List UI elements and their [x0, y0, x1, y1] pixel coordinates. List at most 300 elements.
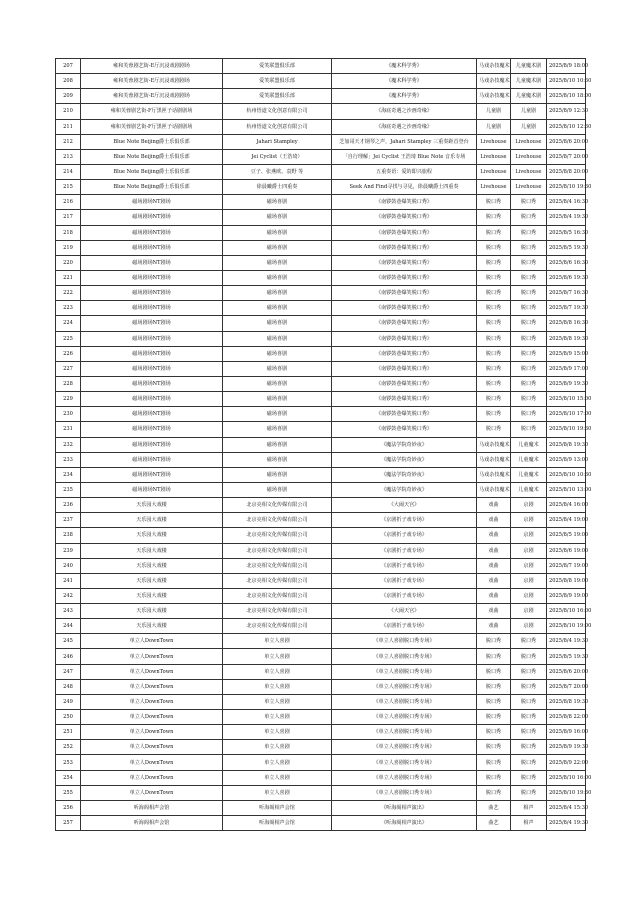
venue-cell: 磁场剧场NT剧场 [81, 346, 223, 361]
venue-cell: 天乐园大戏楼 [81, 498, 223, 513]
row-number-cell: 236 [56, 498, 81, 513]
subcategory-cell: 脱口秀 [511, 361, 547, 376]
organizer-cell: 磁场喜剧 [223, 255, 332, 270]
showtime-cell: 2025/8/6 20:00 [547, 664, 586, 679]
row-number-cell: 239 [56, 543, 81, 558]
venue-cell: 雍和芙蓉剧艺街-F厅黑匣子话剧剧场 [81, 119, 223, 134]
row-number-cell: 212 [56, 134, 81, 149]
category-cell: 脱口秀 [477, 286, 511, 301]
program-title-cell: 《南锣鼓巷爆笑脱口秀》 [332, 346, 477, 361]
organizer-cell: 磁场喜剧 [223, 422, 332, 437]
subcategory-cell: 儿童剧 [511, 104, 547, 119]
row-number-cell: 228 [56, 376, 81, 391]
subcategory-cell: 京剧 [511, 558, 547, 573]
table-row [56, 649, 586, 664]
organizer-cell: 磁场喜剧 [223, 361, 332, 376]
venue-cell: 单立人DownTown [81, 785, 223, 800]
program-title-cell: 《单立人喜剧脱口秀专场》 [332, 725, 477, 740]
table-row [56, 104, 586, 119]
showtime-cell: 2025/8/9 17:00 [547, 361, 586, 376]
subcategory-cell: 脱口秀 [511, 770, 547, 785]
showtime-cell: 2025/8/6 20:00 [547, 134, 586, 149]
category-cell: 马戏杂技魔术 [477, 482, 511, 497]
subcategory-cell: 脱口秀 [511, 255, 547, 270]
program-title-cell: 《单立人喜剧脱口秀专场》 [332, 649, 477, 664]
showtime-cell: 2025/8/10 19:30 [547, 785, 586, 800]
category-cell: 戏曲 [477, 543, 511, 558]
category-cell: 脱口秀 [477, 240, 511, 255]
subcategory-cell: 京剧 [511, 604, 547, 619]
program-title-cell: 《听海阁相声演出》 [332, 816, 477, 831]
program-title-cell: 《南锣鼓巷爆笑脱口秀》 [332, 407, 477, 422]
subcategory-cell: 脱口秀 [511, 679, 547, 694]
organizer-cell: 单立人喜剧 [223, 785, 332, 800]
venue-cell: 天乐园大戏楼 [81, 543, 223, 558]
category-cell: 戏曲 [477, 604, 511, 619]
organizer-cell: 磁场喜剧 [223, 270, 332, 285]
program-title-cell: 五重奏语：爱的即兴旅程 [332, 164, 477, 179]
table-row [56, 255, 586, 270]
row-number-cell: 231 [56, 422, 81, 437]
row-number-cell: 226 [56, 346, 81, 361]
venue-cell: 单立人DownTown [81, 725, 223, 740]
category-cell: 脱口秀 [477, 346, 511, 361]
row-number-cell: 232 [56, 437, 81, 452]
category-cell: 脱口秀 [477, 255, 511, 270]
program-title-cell: 《南锣鼓巷爆笑脱口秀》 [332, 286, 477, 301]
subcategory-cell: 脱口秀 [511, 725, 547, 740]
program-title-cell: 《单立人喜剧脱口秀专场》 [332, 785, 477, 800]
showtime-cell: 2025/8/9 15:00 [547, 346, 586, 361]
showtime-cell: 2025/8/8 19:00 [547, 573, 586, 588]
category-cell: 儿童剧 [477, 119, 511, 134]
showtime-cell: 2025/8/6 16:30 [547, 255, 586, 270]
organizer-cell: 磁场喜剧 [223, 482, 332, 497]
organizer-cell: 磁场喜剧 [223, 210, 332, 225]
organizer-cell: 磁场喜剧 [223, 331, 332, 346]
program-title-cell: 《单立人喜剧脱口秀专场》 [332, 664, 477, 679]
showtime-cell: 2025/8/10 19:00 [547, 619, 586, 634]
showtime-cell: 2025/8/8 19:30 [547, 694, 586, 709]
organizer-cell: 磁场喜剧 [223, 376, 332, 391]
venue-cell: 雍和芙蓉剧艺街-F厅黑匣子话剧剧场 [81, 104, 223, 119]
row-number-cell: 233 [56, 452, 81, 467]
table-row [56, 816, 586, 831]
program-title-cell: 《南锣鼓巷爆笑脱口秀》 [332, 195, 477, 210]
venue-cell: 磁场剧场NT剧场 [81, 331, 223, 346]
subcategory-cell: 脱口秀 [511, 195, 547, 210]
subcategory-cell: 脱口秀 [511, 740, 547, 755]
subcategory-cell: 京剧 [511, 573, 547, 588]
subcategory-cell: Livehouse [511, 134, 547, 149]
program-title-cell: 《单立人喜剧脱口秀专场》 [332, 679, 477, 694]
organizer-cell: 单立人喜剧 [223, 679, 332, 694]
row-number-cell: 244 [56, 619, 81, 634]
venue-cell: Blue Note Beijing爵士乐俱乐部 [81, 149, 223, 164]
subcategory-cell: 脱口秀 [511, 710, 547, 725]
table-row [56, 725, 586, 740]
subcategory-cell: 脱口秀 [511, 331, 547, 346]
table-row [56, 467, 586, 482]
showtime-cell: 2025/8/7 20:00 [547, 149, 586, 164]
table-row [56, 407, 586, 422]
program-title-cell: Seek And Find寻找与寻见，徐晨曦爵士四重奏 [332, 180, 477, 195]
showtime-cell: 2025/8/9 22:00 [547, 755, 586, 770]
program-title-cell: 《海底奇遇之沙画奇缘》 [332, 104, 477, 119]
row-number-cell: 238 [56, 528, 81, 543]
program-title-cell: 《南锣鼓巷爆笑脱口秀》 [332, 422, 477, 437]
category-cell: 脱口秀 [477, 740, 511, 755]
program-title-cell: 《魔术科学秀》 [332, 59, 477, 74]
venue-cell: 磁场剧场NT剧场 [81, 286, 223, 301]
subcategory-cell: 脱口秀 [511, 664, 547, 679]
category-cell: 戏曲 [477, 558, 511, 573]
category-cell: 戏曲 [477, 619, 511, 634]
category-cell: Livehouse [477, 134, 511, 149]
program-title-cell: 「自行理解」Jei Cyclist 王浩琦 Blue Note 音乐专场 [332, 149, 477, 164]
program-title-cell: 《单立人喜剧脱口秀专场》 [332, 770, 477, 785]
subcategory-cell: 脱口秀 [511, 301, 547, 316]
subcategory-cell: 脱口秀 [511, 346, 547, 361]
showtime-cell: 2025/8/6 19:00 [547, 543, 586, 558]
table-row [56, 498, 586, 513]
category-cell: 脱口秀 [477, 316, 511, 331]
showtime-cell: 2025/8/10 15:00 [547, 392, 586, 407]
venue-cell: 天乐园大戏楼 [81, 588, 223, 603]
row-number-cell: 210 [56, 104, 81, 119]
category-cell: 脱口秀 [477, 301, 511, 316]
row-number-cell: 219 [56, 240, 81, 255]
table-row [56, 634, 586, 649]
subcategory-cell: 脱口秀 [511, 694, 547, 709]
venue-cell: 磁场剧场NT剧场 [81, 316, 223, 331]
program-title-cell: 《南锣鼓巷爆笑脱口秀》 [332, 376, 477, 391]
venue-cell: 磁场剧场NT剧场 [81, 195, 223, 210]
venue-cell: 单立人DownTown [81, 649, 223, 664]
organizer-cell: 听海阁相声会馆 [223, 816, 332, 831]
performance-schedule-table [55, 58, 592, 831]
category-cell: 脱口秀 [477, 679, 511, 694]
table-row [56, 558, 586, 573]
category-cell: 脱口秀 [477, 755, 511, 770]
program-title-cell: 《魔术科学秀》 [332, 74, 477, 89]
table-row [56, 528, 586, 543]
showtime-cell: 2025/8/9 19:00 [547, 588, 586, 603]
table-row [56, 149, 586, 164]
category-cell: 曲艺 [477, 800, 511, 815]
venue-cell: 天乐园大戏楼 [81, 558, 223, 573]
category-cell: 脱口秀 [477, 664, 511, 679]
subcategory-cell: 脱口秀 [511, 286, 547, 301]
venue-cell: 单立人DownTown [81, 694, 223, 709]
program-title-cell: 《南锣鼓巷爆笑脱口秀》 [332, 316, 477, 331]
organizer-cell: 北京亮相文化传媒有限公司 [223, 498, 332, 513]
venue-cell: 磁场剧场NT剧场 [81, 422, 223, 437]
category-cell: 马戏杂技魔术 [477, 467, 511, 482]
showtime-cell: 2025/8/8 19:30 [547, 437, 586, 452]
row-number-cell: 223 [56, 301, 81, 316]
row-number-cell: 207 [56, 59, 81, 74]
venue-cell: 磁场剧场NT剧场 [81, 225, 223, 240]
organizer-cell: 北京亮相文化传媒有限公司 [223, 513, 332, 528]
showtime-cell: 2025/8/5 19:30 [547, 240, 586, 255]
program-title-cell: 《魔法学院奇妙夜》 [332, 482, 477, 497]
category-cell: 马戏杂技魔术 [477, 452, 511, 467]
row-number-cell: 245 [56, 634, 81, 649]
program-title-cell: 《南锣鼓巷爆笑脱口秀》 [332, 225, 477, 240]
organizer-cell: 磁场喜剧 [223, 195, 332, 210]
subcategory-cell: 儿童魔术 [511, 482, 547, 497]
subcategory-cell: 脱口秀 [511, 407, 547, 422]
showtime-cell: 2025/8/10 18:00 [547, 89, 586, 104]
row-number-cell: 225 [56, 331, 81, 346]
subcategory-cell: 儿童魔术剧 [511, 74, 547, 89]
row-number-cell: 246 [56, 649, 81, 664]
program-title-cell: 《南锣鼓巷爆笑脱口秀》 [332, 361, 477, 376]
row-number-cell: 251 [56, 725, 81, 740]
table-row [56, 270, 586, 285]
showtime-cell: 2025/8/4 19:00 [547, 513, 586, 528]
venue-cell: 单立人DownTown [81, 679, 223, 694]
row-number-cell: 220 [56, 255, 81, 270]
venue-cell: 单立人DownTown [81, 710, 223, 725]
subcategory-cell: 京剧 [511, 543, 547, 558]
table-row [56, 74, 586, 89]
category-cell: 脱口秀 [477, 634, 511, 649]
subcategory-cell: 儿童魔术 [511, 437, 547, 452]
venue-cell: 单立人DownTown [81, 634, 223, 649]
category-cell: Livehouse [477, 164, 511, 179]
organizer-cell: Jahari Stampley [223, 134, 332, 149]
category-cell: 脱口秀 [477, 392, 511, 407]
row-number-cell: 240 [56, 558, 81, 573]
category-cell: 脱口秀 [477, 785, 511, 800]
row-number-cell: 256 [56, 800, 81, 815]
organizer-cell: 杭州悟道文化创意有限公司 [223, 104, 332, 119]
subcategory-cell: 京剧 [511, 619, 547, 634]
table-row [56, 301, 586, 316]
category-cell: 马戏杂技魔术 [477, 89, 511, 104]
showtime-cell: 2025/8/10 16:00 [547, 604, 586, 619]
subcategory-cell: 京剧 [511, 528, 547, 543]
category-cell: 脱口秀 [477, 270, 511, 285]
venue-cell: 磁场剧场NT剧场 [81, 437, 223, 452]
program-title-cell: 《南锣鼓巷爆笑脱口秀》 [332, 331, 477, 346]
category-cell: 脱口秀 [477, 422, 511, 437]
category-cell: 脱口秀 [477, 331, 511, 346]
row-number-cell: 216 [56, 195, 81, 210]
program-title-cell: 《南锣鼓巷爆笑脱口秀》 [332, 301, 477, 316]
program-title-cell: 《京剧折子戏专场》 [332, 513, 477, 528]
category-cell: 戏曲 [477, 528, 511, 543]
row-number-cell: 221 [56, 270, 81, 285]
venue-cell: 雍和芙蓉剧艺街-E厅沉浸戏剧剧场 [81, 89, 223, 104]
subcategory-cell: 脱口秀 [511, 376, 547, 391]
table-row [56, 361, 586, 376]
program-title-cell: 《单立人喜剧脱口秀专场》 [332, 755, 477, 770]
subcategory-cell: Livehouse [511, 180, 547, 195]
showtime-cell: 2025/8/9 13:00 [547, 452, 586, 467]
table-row [56, 573, 586, 588]
venue-cell: 磁场剧场NT剧场 [81, 270, 223, 285]
program-title-cell: 《京剧折子戏专场》 [332, 619, 477, 634]
category-cell: 脱口秀 [477, 694, 511, 709]
category-cell: Livehouse [477, 180, 511, 195]
showtime-cell: 2025/8/7 19:00 [547, 558, 586, 573]
program-title-cell: 《魔法学院奇妙夜》 [332, 437, 477, 452]
table-row [56, 225, 586, 240]
category-cell: 戏曲 [477, 513, 511, 528]
program-title-cell: 《魔术科学秀》 [332, 89, 477, 104]
venue-cell: Blue Note Beijing爵士乐俱乐部 [81, 134, 223, 149]
subcategory-cell: 脱口秀 [511, 755, 547, 770]
subcategory-cell: 儿童魔术 [511, 452, 547, 467]
category-cell: 脱口秀 [477, 725, 511, 740]
showtime-cell: 2025/8/9 18:00 [547, 59, 586, 74]
showtime-cell: 2025/8/5 16:30 [547, 225, 586, 240]
subcategory-cell: 脱口秀 [511, 649, 547, 664]
showtime-cell: 2025/8/7 20:00 [547, 679, 586, 694]
category-cell: 戏曲 [477, 588, 511, 603]
table-row [56, 604, 586, 619]
venue-cell: 磁场剧场NT剧场 [81, 482, 223, 497]
program-title-cell: 《单立人喜剧脱口秀专场》 [332, 710, 477, 725]
category-cell: 脱口秀 [477, 376, 511, 391]
program-title-cell: 《南锣鼓巷爆笑脱口秀》 [332, 210, 477, 225]
venue-cell: 听海阁相声会馆 [81, 800, 223, 815]
showtime-cell: 2025/8/8 20:00 [547, 164, 586, 179]
organizer-cell: 单立人喜剧 [223, 740, 332, 755]
table-row [56, 89, 586, 104]
organizer-cell: 北京亮相文化传媒有限公司 [223, 604, 332, 619]
table-row [56, 240, 586, 255]
row-number-cell: 252 [56, 740, 81, 755]
organizer-cell: 单立人喜剧 [223, 770, 332, 785]
subcategory-cell: 脱口秀 [511, 210, 547, 225]
row-number-cell: 253 [56, 755, 81, 770]
table-row [56, 134, 586, 149]
row-number-cell: 230 [56, 407, 81, 422]
table-row [56, 513, 586, 528]
venue-cell: 磁场剧场NT剧场 [81, 255, 223, 270]
table-row [56, 588, 586, 603]
showtime-cell: 2025/8/6 19:30 [547, 270, 586, 285]
showtime-cell: 2025/8/10 16:00 [547, 770, 586, 785]
row-number-cell: 255 [56, 785, 81, 800]
showtime-cell: 2025/8/10 19:30 [547, 422, 586, 437]
table-row [56, 316, 586, 331]
table-body [56, 59, 592, 831]
subcategory-cell: 脱口秀 [511, 634, 547, 649]
program-title-cell: 《听海阁相声演出》 [332, 800, 477, 815]
row-number-cell: 249 [56, 694, 81, 709]
showtime-cell: 2025/8/10 12:30 [547, 119, 586, 134]
subcategory-cell: Livehouse [511, 164, 547, 179]
category-cell: 脱口秀 [477, 210, 511, 225]
subcategory-cell: 京剧 [511, 588, 547, 603]
category-cell: 脱口秀 [477, 407, 511, 422]
program-title-cell: 《京剧折子戏专场》 [332, 573, 477, 588]
table-row [56, 664, 586, 679]
table-row [56, 119, 586, 134]
program-title-cell: 《海底奇遇之沙画奇缘》 [332, 119, 477, 134]
subcategory-cell: 相声 [511, 816, 547, 831]
venue-cell: 磁场剧场NT剧场 [81, 376, 223, 391]
row-number-cell: 227 [56, 361, 81, 376]
organizer-cell: 爱笑联盟俱乐部 [223, 89, 332, 104]
subcategory-cell: 儿童剧 [511, 119, 547, 134]
table-row [56, 210, 586, 225]
organizer-cell: 听海阁相声会馆 [223, 800, 332, 815]
table-row [56, 422, 586, 437]
organizer-cell: 磁场喜剧 [223, 407, 332, 422]
table-row [56, 331, 586, 346]
category-cell: 脱口秀 [477, 710, 511, 725]
program-title-cell: 《单立人喜剧脱口秀专场》 [332, 694, 477, 709]
row-number-cell: 229 [56, 392, 81, 407]
row-number-cell: 237 [56, 513, 81, 528]
organizer-cell: 磁场喜剧 [223, 301, 332, 316]
row-number-cell: 211 [56, 119, 81, 134]
subcategory-cell: 脱口秀 [511, 240, 547, 255]
organizer-cell: 单立人喜剧 [223, 725, 332, 740]
organizer-cell: 北京亮相文化传媒有限公司 [223, 573, 332, 588]
table-row [56, 543, 586, 558]
table-row [56, 785, 586, 800]
category-cell: 脱口秀 [477, 649, 511, 664]
venue-cell: 天乐园大戏楼 [81, 604, 223, 619]
organizer-cell: 北京亮相文化传媒有限公司 [223, 588, 332, 603]
organizer-cell: 北京亮相文化传媒有限公司 [223, 528, 332, 543]
showtime-cell: 2025/8/9 12:30 [547, 104, 586, 119]
table-row [56, 59, 586, 74]
row-number-cell: 208 [56, 74, 81, 89]
category-cell: 脱口秀 [477, 361, 511, 376]
row-number-cell: 222 [56, 286, 81, 301]
organizer-cell: 磁场喜剧 [223, 316, 332, 331]
table-row [56, 694, 586, 709]
table-row [56, 452, 586, 467]
venue-cell: 磁场剧场NT剧场 [81, 301, 223, 316]
subcategory-cell: 脱口秀 [511, 316, 547, 331]
organizer-cell: 磁场喜剧 [223, 346, 332, 361]
showtime-cell: 2025/8/10 19:30 [547, 180, 586, 195]
category-cell: 戏曲 [477, 498, 511, 513]
table-row [56, 376, 586, 391]
showtime-cell: 2025/8/7 19:30 [547, 301, 586, 316]
organizer-cell: 豆子、张燕欧、袁野 等 [223, 164, 332, 179]
table-row [56, 740, 586, 755]
row-number-cell: 247 [56, 664, 81, 679]
showtime-cell: 2025/8/7 16:30 [547, 286, 586, 301]
venue-cell: 雍和芙蓉剧艺街-E厅沉浸戏剧剧场 [81, 74, 223, 89]
showtime-cell: 2025/8/4 16:00 [547, 498, 586, 513]
program-title-cell: 《南锣鼓巷爆笑脱口秀》 [332, 392, 477, 407]
category-cell: 脱口秀 [477, 770, 511, 785]
row-number-cell: 235 [56, 482, 81, 497]
program-title-cell: 《大闹天宫》 [332, 498, 477, 513]
venue-cell: 单立人DownTown [81, 740, 223, 755]
subcategory-cell: 儿童魔术剧 [511, 89, 547, 104]
organizer-cell: Jei Cyclist（王浩琦） [223, 149, 332, 164]
showtime-cell: 2025/8/9 19:30 [547, 376, 586, 391]
subcategory-cell: 相声 [511, 800, 547, 815]
row-number-cell: 214 [56, 164, 81, 179]
row-number-cell: 257 [56, 816, 81, 831]
venue-cell: 磁场剧场NT剧场 [81, 240, 223, 255]
row-number-cell: 242 [56, 588, 81, 603]
showtime-cell: 2025/8/5 19:30 [547, 649, 586, 664]
